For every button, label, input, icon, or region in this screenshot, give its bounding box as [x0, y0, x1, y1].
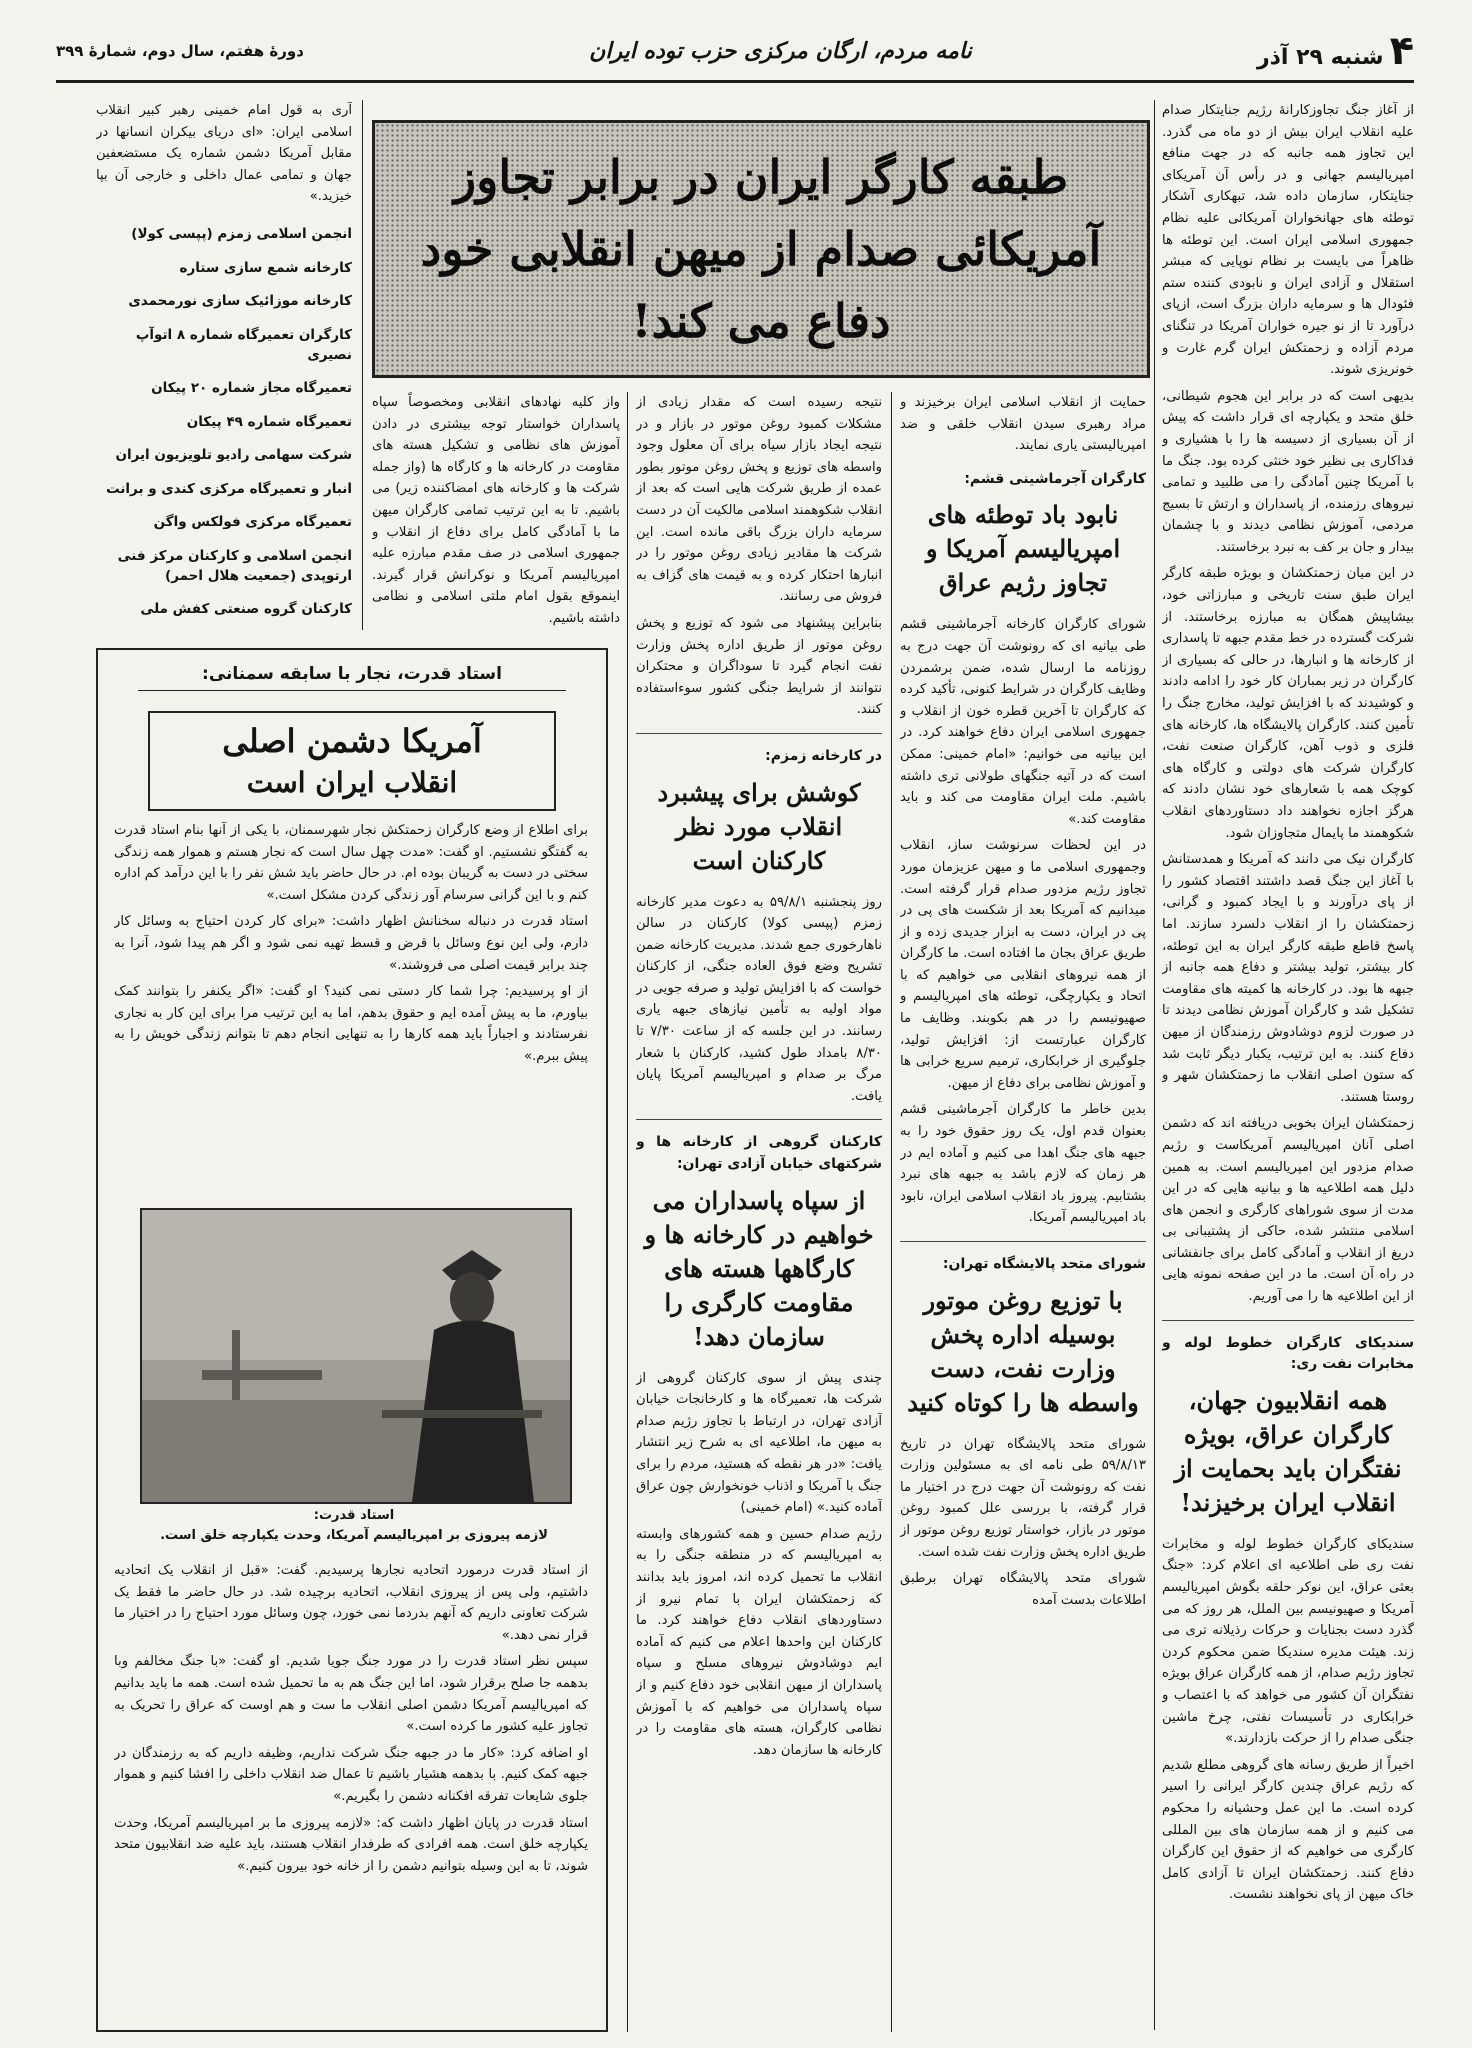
- column-rule: [1154, 100, 1155, 2030]
- article-paragraph: بدین خاطر ما کارگران آجرماشینی قشم بعنوان قدم اول، یک روز حقوق خود را به جبهه های جنگ اهدا می کنیم و آماده ایم در هر زمان که لازم باشد به جبهه های نبرد بشتابیم. پیروز باد انقلاب اسلامی ایران، نابود باد امپریالیسم آمریکا.: [900, 1102, 1146, 1226]
- column-right: [1162, 100, 1414, 2030]
- article-paragraph: کارگران نیک می دانند که آمریکا و همدستانش با آغاز این جنگ قصد داشتند اقتصاد کشور را از پای درآورند و با ایجاد کمبود و گرانی، زحمتکشان را از انقلاب دلسرد سازند. اما پاسخ قاطع طبقه کارگر ایران به این توطئه، کار بیشتر، تولید بیشتر و دفاع همه جانبه از جبهه ها بود. در کارخانه ها کمیته های مقاومت تشکیل شد و کارگران آموزش نظامی دیدند تا در صورت لزوم دوشادوش رزمندگان از میهن دفاع کنند. به این ترتیب، یکبار دیگر ثابت شد که ستون اصلی انقلاب ما زحمتکشان شهر و روستا هستند.: [1162, 852, 1414, 1105]
- main-headline-line3: دفاع می کند!: [631, 294, 891, 348]
- article-paragraph: شورای متحد پالایشگاه تهران برطبق اطلاعات بدست آمده: [900, 1571, 1146, 1608]
- boxed-title: [148, 711, 556, 811]
- article-paragraph: نتیجه رسیده است که مقدار زیادی از مشکلات کمبود روغن موتور در بازار و در نتیجه ایجاد بازار سیاه برای آن معلول وجود واسطه های توزیع و پخش روغن موتور بطور عمده از طریق شرکت هایی است که بعد از انقلاب شکوهمند اسلامی مالکیت آن در دست سرمایه داران بزرگ باقی مانده است. این شرکت ها مقادیر زیادی روغن موتور را در انبارها احتکار کرده و به قیمت های گزاف به فروش می رسانند.: [636, 395, 882, 605]
- column-rule: [362, 100, 363, 630]
- column-2: [900, 392, 1146, 2032]
- article-paragraph: بدیهی است که در برابر این هجوم شیطانی، خلق متحد و یکپارچه ای قرار داشت که پیش از آن بسیاری از دسیسه ها را با هشیاری و فداکاری بی نظیر خود خنثی کرده بود. جنگ ما با آمریکا چنین آمادگی را می طلبید و تمامی نیروهای رزمنده، از پاسداران و ارتش تا بسیج مردمی، آموزش نظامی دیدند و با چشمان بیدار و جان بر کف به نبرد برخاستند.: [1162, 388, 1414, 555]
- main-headline-box: [372, 120, 1150, 378]
- article-paragraph: روز پنجشنبه ۵۹/۸/۱ به دعوت مدیر کارخانه زمزم (پپسی کولا) کارکنان در سالن ناهارخوری جمع شدند. مدیریت کارخانه ضمن تشریح وضع فوق العاده جنگی، از کارکنان خواست که با افزایش تولید و صرفه جویی در مواد اولیه به تأمین نیازهای جبهه یاری رسانند. در این جلسه که از ساعت ۷/۳۰ تا ۸/۳۰ بامداد طول کشید، کارکنان با شعار مرگ بر صدام و امپریالیسم آمریکا پایان یافت.: [636, 894, 882, 1104]
- signatory: تعمیرگاه مرکزی فولکس واگن: [153, 514, 352, 530]
- caption-line1: استاد قدرت:: [313, 1508, 395, 1523]
- main-headline-line1: طبقه کارگر ایران در برابر تجاوز: [453, 150, 1069, 204]
- page-date: [1257, 28, 1414, 74]
- section-headline: کوشش برای پیشبرد انقلاب مورد نظر کارکنان است: [657, 777, 861, 875]
- signatory: تعمیرگاه شماره ۴۹ پیکان: [186, 413, 352, 430]
- boxed-text-top: [114, 820, 588, 1200]
- photo-caption: [140, 1506, 568, 1546]
- article-paragraph: سپس نظر استاد قدرت را در مورد جنگ جویا شدیم. او گفت: «با جنگ مخالفم وبا بدهمه جا صلح برقرار شود، اما این جنگ هم به ما تحمیل شده است. همه ما باید بدانیم که امپریالیسم آمریکا دشمن اصلی انقلاب ما ست و هم اوست که عراق را تحریک به تجاوز علیه کشور ما کرده است.»: [114, 1654, 588, 1735]
- issue-date: شنبه ۲۹ آذر: [1256, 45, 1384, 70]
- article-paragraph: شورای کارگران کارخانه آجرماشینی قشم طی بیانیه ای که رونوشت آن جهت درج به روزنامه ما ارسال شده، ضمن برشمردن وظایف کارگران در شرایط کنونی، تأکید کرده که کارگران تا آخرین قطره خون از انقلاب و جمهوری اسلامی ایران دفاع خواهند کرد. در این بیانیه می خوانیم: «امام خمینی: ممکن است که در آتیه جنگهای طولانی تری داشته باشیم. ملت ایران مقاومت می کند و باید مقاومت کند.»: [900, 617, 1146, 827]
- article-paragraph: برای اطلاع از وضع کارگران زحمتکش نجار شهرسمنان، با یکی از آنها بنام استاد قدرت به گفتگو نشستیم. او گفت: «مدت چهل سال است که نجار هستم و هموار همه زندگی سختی در دست به گریبان بوده ام. در حال حاضر باید شش نفر را با این درآمد کم اداره کنم و با این گرانی سرسام آور زندگی کردن مشکل است.»: [114, 823, 588, 903]
- divider: [636, 1119, 882, 1120]
- section-subhead: شورای متحد پالایشگاه تهران:: [942, 1256, 1146, 1272]
- column-5-intro: [96, 100, 352, 220]
- article-paragraph: بنابراین پیشنهاد می شود که توزیع و پخش روغن موتور از طریق اداره پخش وزارت نفت انجام گیرد تا سوداگران و محتکران نتوانند از شرایط جنگی کشور سوءاستفاده کنند.: [636, 615, 882, 718]
- article-paragraph: شورای متحد پالایشگاه تهران در تاریخ ۵۹/۸/۱۳ طی نامه ای به مسئولین وزارت نفت که رونوشت آن جهت درج در اختیار ما قرار گرفته، با بررسی علل کمبود روغن موتور در بازار، خواستار توزیع روغن موتور از طریق اداره پخش وزارت نفت شده است.: [900, 1436, 1146, 1560]
- article-paragraph: واز کلیه نهادهای انقلابی ومخصوصاً سپاه پاسداران خواستار توجه بیشتری در دادن آموزش های نظامی و تشکیل هسته های مقاومت در کارخانه ها و کارگاه ها (واز جمله شرکت ها و کارخانه های امضاکننده زیر) می باشیم. تا به این ترتیب تمامی کارگران میهن ما با آمادگی کامل برای دفاع از انقلاب و جمهوری اسلامی در صف مقدم مبارزه علیه امپریالیسم آمریکا و نوکرانش قرار گیرند. اینموقع بقول امام ملتی اسلامی و نظامی داشته باشیم.: [372, 395, 620, 626]
- section-subhead: کارگران آجرماشینی قشم:: [964, 470, 1146, 487]
- signatory: کارکنان گروه صنعتی کفش ملی: [140, 601, 352, 617]
- boxed-kicker: استاد قدرت، نجار با سابقه سمنانی:: [138, 664, 566, 691]
- column-rule: [891, 392, 892, 2032]
- section-headline: نابود باد توطئه های امپریالیسم آمریکا و تجاوز رژیم عراق: [925, 500, 1121, 598]
- signatory: کارخانه موزائیک سازی نورمحمدی: [128, 293, 352, 309]
- article-paragraph: چندی پیش از سوی کارکنان گروهی از شرکت ها، تعمیرگاه ها و کارخانجات خیابان آزادی تهران، در ارتباط با تجاوز رژیم صدام به میهن ما، اطلاعیه ای به شرح زیر انتشار یافت: «در هر نقطه که هستید، مردم را برای جنگ با آمریکا و اذناب خونخوارش چون عراق آماده کنید.» (امام خمینی): [636, 1370, 882, 1516]
- paper-logo: نامه مردم، ارگان مرکزی حزب توده ایران: [589, 38, 972, 64]
- article-paragraph: زحمتکشان ایران بخوبی دریافته اند که دشمن اصلی آنان امپریالیسم آمریکاست و رژیم صدام مزدور این امپریالیسم است. به همین دلیل همه اطلاعیه ها و بیانیه هایی که در این مدت از سوی شوراهای کارگری و انجمن های اسلامی منتشر شده، حاکی از پشتیبانی بی دریغ از انقلاب و آمادگی کامل برای جانفشانی در راه آن است. ما در این صفحه نمونه هایی از این اطلاعیه ها را می آوریم.: [1162, 1116, 1414, 1305]
- article-paragraph: اخیراً از طریق رسانه های گروهی مطلع شدیم که رژیم عراق چندین کارگر ایرانی را اسیر کرده است. ما این عمل وحشیانه را محکوم می کنیم و از همه سازمان های بین المللی کارگری می خواهیم که از حقوق این کارگران دفاع کنند. زحمتکشان ایران تا آزادی کامل خاک میهن از پای نخواهند نشست.: [1162, 1757, 1414, 1903]
- section-subhead: سندیکای کارگران خطوط لوله و مخابرات نفت ری:: [1162, 1334, 1414, 1373]
- carpenter-photo-image: [142, 1210, 570, 1502]
- divider: [636, 733, 882, 734]
- article-paragraph: از آغاز جنگ تجاوزکارانهٔ رژیم جنایتکار صدام علیه انقلاب ایران بیش از دو ماه می گذرد. این تجاوز همه جانبه که در جهت منافع امپریالیسم جهانی و در رأس آن آمریکای جنایتکار، سازمان داده شد، تبهکاری آشکار توطئه های جهانخواران آمریکائی علیه نظام جمهوری اسلامی ایران است. این توطئه ها ظاهراً می بایست بر نظام نوپایی که مبشر استقلال و آزادی ایران و نابودی کننده ستم فئودال ها و سرمایه داران بزرگ است، ازپای درآورد تا از نو جیره خواران آمریکا در تنگنای مردم آزاده و زحمتکش ایران گرم غارت و خونریزی شوند.: [1162, 103, 1414, 378]
- section-headline: از سپاه پاسداران می خواهیم در کارخانه ها و کارگاهها هسته های مقاومت کارگری را سازمان دهد!: [644, 1185, 874, 1351]
- article-paragraph: سندیکای کارگران خطوط لوله و مخابرات نفت ری طی اطلاعیه ای اعلام کرد: «جنگ بعثی عراق، این نوکر حلقه بگوش امپریالیسم آمریکا و صهیونیسم بین الملل، هر روز که می گذرد دست بجنایات و حرکات رذیلانه تری می زند. هیئت مدیره سندیکا ضمن محکوم کردن تجاوز رژیم صدام، از همه کارگران عراق بویژه نفتگران آن کشور می خواهد که با اعتصاب و خرابکاری در تأسیسات نفتی، چرخ ماشین جنگی صدام را از حرکت بازدارند.»: [1162, 1536, 1414, 1747]
- portrait-photo: [140, 1208, 572, 1504]
- masthead: [56, 22, 1414, 83]
- main-headline-line2: آمریکائی صدام از میهن انقلابی خود: [420, 222, 1102, 276]
- divider: [900, 1241, 1146, 1242]
- article-paragraph: در این لحظات سرنوشت ساز، انقلاب وجمهوری اسلامی ما و میهن عزیزمان مورد تجاوز رژیم مزدور صدام قرار گرفته است. میدانیم که آمریکا بعد از شکست های پی در پی در ایران، دست به ابزار جدیدی زده و از طریق عراق بجان ما افتاده است. ما کارگران از همه نیروهای انقلابی می خواهیم که با اتحاد و یکپارچگی، توطئه های امپریالیسم و صهیونیسم را در هم بکوبند. وظایف ما کارگران عبارتست از: افزایش تولید، جلوگیری از خرابکاری، ترمیم سریع خرابی ها و آموزش نظامی برای دفاع از میهن.: [900, 838, 1146, 1091]
- section-headline: با توزیع روغن موتور بوسیله اداره پخش وزارت نفت، دست واسطه ها را کوتاه کنید: [907, 1285, 1139, 1417]
- signatory: انبار و تعمیرگاه مرکزی کندی و برانت: [106, 480, 352, 497]
- signatory: شرکت سهامی رادیو تلویزیون ایران: [115, 447, 352, 463]
- signatory: انجمن اسلامی زمزم (پپسی کولا): [131, 226, 352, 242]
- article-paragraph: در این میان زحمتکشان و بویژه طبقه کارگر ایران طبق سنت تاریخی و مبارزاتی خود، بیشاپیش همگان به مبارزه برخاستند. از شرکت گسترده در خط مقدم جبهه تا پاسداری از کارخانه ها و انبارها، در حالی که بسیاری از کارگران در زیر بمباران کار خود را ادامه دادند و کوشیدند که با افزایش تولید، مخارج جنگ را تأمین کنند. کارگران پالایشگاه ها، کارخانه های فلزی و ذوب آهن، کارگران صنعت نفت، کارگران شرکت های دولتی و کارگاه های کوچک همه با شعارهای خود نشان دادند که هرگز اجازه نخواهند داد دستاوردهای انقلاب شکوهمند ما پایمال متجاوزان شود.: [1162, 566, 1414, 841]
- article-paragraph: استاد قدرت در پایان اظهار داشت که: «لازمه پیروزی ما بر امپریالیسم آمریکا، وحدت یکپارچه خلق است. همه افرادی که طرفدار انقلاب هستند، باید علیه ضد انقلابیون متحد شوند، تا به این وسیله بتوانیم دشمن را از خانه خود بیرون کنیم.»: [114, 1815, 588, 1874]
- article-paragraph: از او پرسیدیم: چرا شما کار دستی نمی کنید؟ او گفت: «اگر یکنفر را بتوانند کمک بیاورم، ما به پیش آمده ایم و حقوق بدهم، اما به این ترتیب مرا برای این کار به نجاری نفرستادند و اجباراً باید همه کارها را به تنهایی انجام دهم تا بتوانم زندگی خویش را به پیش ببرم.»: [114, 984, 588, 1064]
- column-3: [636, 392, 882, 2032]
- boxed-text-bottom: [114, 1560, 588, 2022]
- article-paragraph: او اضافه کرد: «کار ما در جبهه جنگ شرکت نداریم، وظیفه داریم که به رزمندگان در جبهه کمک کنیم. با بدهمه هشیار باشیم تا عمال ضد انقلاب داخلی را افشا کنیم و هموار جلوی شایعات تفرقه افکنانه دشمن را بگیریم.»: [114, 1745, 588, 1804]
- section-subhead: کارکنان گروهی از کارخانه ها و شرکتهای خیابان آزادی تهران:: [636, 1134, 882, 1173]
- signatory: کارگران تعمیرگاه شماره ۸ اتوآپ نصیری: [135, 326, 352, 363]
- article-paragraph: حمایت از انقلاب اسلامی ایران برخیزند و مراد رهبری سیدن انقلاب خلقی و ضد امپریالیستی یاری نمایند.: [900, 395, 1146, 454]
- section-headline: همه انقلابیون جهان، کارگران عراق، بویژه نفتگران باید بحمایت از انقلاب ایران برخیزند!: [1174, 1385, 1402, 1517]
- boxed-title-line1: آمریکا دشمن اصلی: [222, 722, 482, 760]
- signatory: تعمیرگاه مجاز شماره ۲۰ پیکان: [151, 380, 352, 396]
- article-paragraph: آری به قول امام خمینی رهبر کبیر انقلاب اسلامی ایران: «ای دریای بیکران انسانها در مقابل آمریکا دشمن شماره یک مستضعفین جهان و تمامی عمال داخلی و خارجی آن بپا خیزید.»: [96, 103, 352, 205]
- article-paragraph: از استاد قدرت درمورد اتحادیه نجارها پرسیدیم. گفت: «قبل از انقلاب یک اتحادیه داشتیم، ولی پس از پیروزی انقلاب، اتحادیه برچیده شد. در حال حاضر ما فقط یک شرکت تعاونی داریم که آنهم بدردما نمی خورد، چون وسائل مورد احتیاج را در اختیار ما قرار نمی دهد.»: [114, 1563, 588, 1643]
- section-subhead: در کارخانه زمزم:: [765, 747, 882, 764]
- signatory: کارخانه شمع سازی ستاره: [179, 259, 352, 276]
- column-rule: [627, 392, 628, 2032]
- divider: [1162, 1320, 1414, 1321]
- caption-line2: لازمه پیروزی بر امپریالیسم آمریکا، وحدت یکپارچه خلق است.: [160, 1528, 548, 1543]
- boxed-title-line2: انقلاب ایران است: [246, 766, 458, 799]
- article-paragraph: رژیم صدام حسین و همه کشورهای وابسته به امپریالیسم که در منطقه جنگی را به انقلاب ما تحمیل کرده اند، امروز باید بدانند که زحمتکشان ایران با تمام نیرو از دستاوردهای انقلاب دفاع خواهند کرد. ما کارکنان این واحدها اعلام می کنیم که آماده ایم دوشادوش نیروهای مسلح و سپاه پاسداران از میهن انقلابی خود دفاع کنیم و از سپاه پاسداران می خواهیم که با آموزش نظامی کارگران، هسته های مقاومت را در کارخانه ها سازمان دهد.: [636, 1526, 882, 1758]
- signatory: انجمن اسلامی و کارکنان مرکز فنی ارتوپدی (جمعیت هلال احمر): [117, 547, 352, 584]
- column-4: [372, 392, 620, 632]
- article-paragraph: استاد قدرت در دنباله سخنانش اظهار داشت: «برای کار کردن احتیاج به وسائل کار دارم، ولی این نوع وسائل با قرض و قسط تهیه نمی شود و اگر هم پیدا شود، آنرا به چند برابر قیمت اصلی می فروشند.»: [114, 914, 588, 973]
- signatories-list: [96, 224, 352, 633]
- issue-info: دورهٔ هفتم، سال دوم، شمارهٔ ۳۹۹: [56, 42, 304, 60]
- page-number: ۴: [1389, 28, 1414, 74]
